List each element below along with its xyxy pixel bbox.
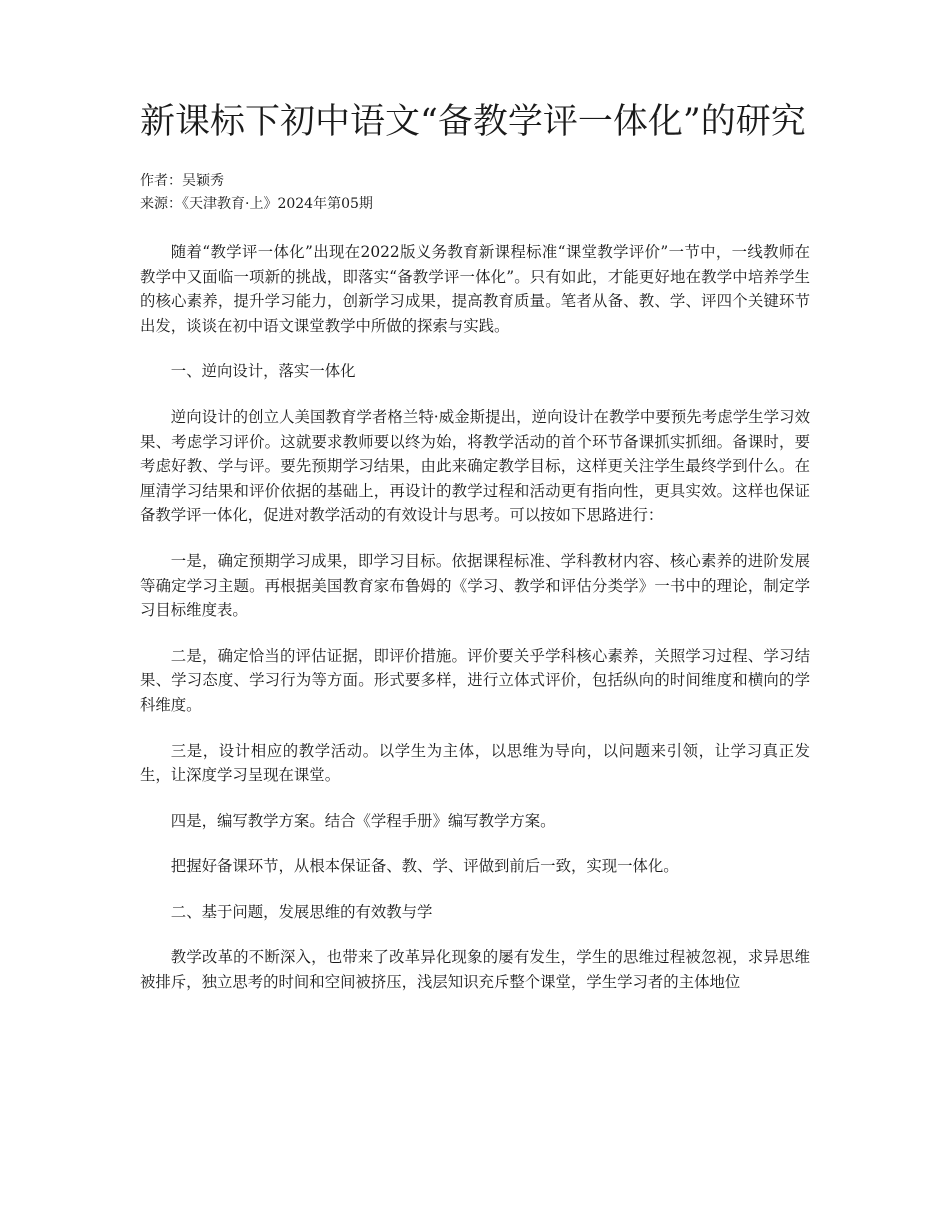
paragraph: 教学改革的不断深入，也带来了改革异化现象的屡有发生，学生的思维过程被忽视，求异思维被排斥，独立思考的时间和空间被挤压，浅层知识充斥整个课堂，学生学习者的主体地位 bbox=[140, 948, 810, 992]
author-line: 作者：吴颖秀 bbox=[140, 173, 224, 189]
article-body bbox=[140, 240, 810, 1016]
paragraph: 四是，编写教学方案。结合《学程手册》编写教学方案。 bbox=[170, 811, 556, 830]
article-meta bbox=[140, 170, 373, 216]
paragraph: 逆向设计的创立人美国教育学者格兰特·威金斯提出，逆向设计在教学中要预先考虑学生学习效果、考虑学习评价。这就要求教师要以终为始，将教学活动的首个环节备课抓实抓细。备课时，要考虑好教、学与评。要先预期学习结果，由此来确定教学目标，这样更关注学生最终学到什么。在厘清学习结果和评价依据的基础上，再设计的教学过程和活动更有指向性，更具实效。这样也保证备教学评一体化，促进对教学活动的有效设计与思考。可以按如下思路进行： bbox=[140, 407, 810, 525]
paragraph-intro: 随着“教学评一体化”出现在2022版义务教育新课程标准“课堂教学评价”一节中，一线教师在教学中又面临一项新的挑战，即落实“备教学评一体化”。只有如此，才能更好地在教学中培养学生的核心素养，提升学习能力，创新学习成果，提高教育质量。笔者从备、教、学、评四个关键环节出发，谈谈在初中语文课堂教学中所做的探索与实践。 bbox=[140, 243, 810, 335]
source-line: 来源：《天津教育·上》2024年第05期 bbox=[140, 196, 373, 212]
section-heading-1: 一、逆向设计，落实一体化 bbox=[170, 362, 356, 381]
section-heading-2: 二、基于问题，发展思维的有效教与学 bbox=[170, 902, 433, 921]
paragraph: 三是，设计相应的教学活动。以学生为主体，以思维为导向，以问题来引领，让学习真正发生，让深度学习呈现在课堂。 bbox=[140, 741, 810, 785]
article-title: 新课标下初中语文“备教学评一体化”的研究 bbox=[140, 102, 806, 142]
paragraph: 一是，确定预期学习成果，即学习目标。依据课程标准、学科教材内容、核心素养的进阶发展等确定学习主题。再根据美国教育家布鲁姆的《学习、教学和评估分类学》一书中的理论，制定学习目标维度表。 bbox=[140, 551, 810, 620]
paragraph: 二是，确定恰当的评估证据，即评价措施。评价要关乎学科核心素养，关照学习过程、学习结果、学习态度、学习行为等方面。形式要多样，进行立体式评价，包括纵向的时间维度和横向的学科维度。 bbox=[140, 646, 810, 714]
paragraph: 把握好备课环节，从根本保证备、教、学、评做到前后一致，实现一体化。 bbox=[170, 857, 679, 876]
